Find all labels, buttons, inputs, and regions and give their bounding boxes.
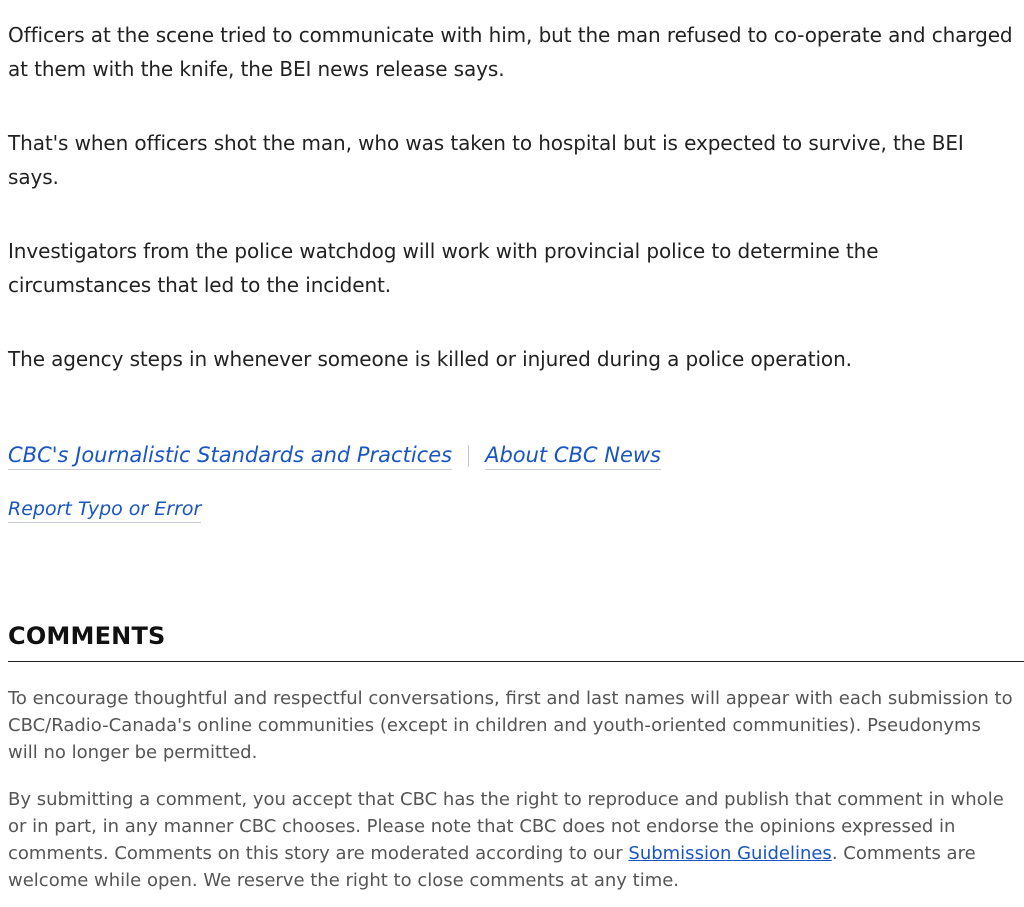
report-typo-link[interactable]: Report Typo or Error	[8, 498, 201, 523]
link-separator	[468, 445, 469, 467]
comments-divider	[8, 661, 1024, 662]
story-paragraph: Investigators from the police watchdog will work with provincial police to determine the circumstances that led to the incident.	[8, 239, 879, 297]
about-cbc-news-link[interactable]: About CBC News	[485, 443, 661, 470]
story-paragraph: Officers at the scene tried to communicate with him, but the man refused to co-operate and charged at them with the knife, the BEI news release says.	[8, 23, 1013, 81]
terms-text-start: By submitting a comment, you accept that CBC has the right to reproduce and publish that comment in whole or in part, in any manner CBC chooses. Please note that CBC does not endorse the opinions expressed in comments. Comments on this story are moderated according to our	[8, 789, 1004, 864]
comments-terms-notice	[8, 786, 1014, 894]
comments-names-notice: To encourage thoughtful and respectful conversations, first and last names will appear with each submission to CBC/Radio-Canada's online communities (except in children and youth-oriented communities). Pseudonyms will no longer be permitted.	[8, 688, 1013, 763]
story-footer-links	[8, 440, 661, 472]
story-paragraph: The agency steps in whenever someone is killed or injured during a police operation.	[8, 347, 852, 371]
comments-heading: COMMENTS	[8, 622, 166, 650]
terms-text-end: . Comments are welcome while open. We reserve the right to close comments at any time.	[8, 843, 976, 891]
journalistic-standards-link[interactable]: CBC's Journalistic Standards and Practices	[8, 443, 452, 470]
story-paragraph: That's when officers shot the man, who was taken to hospital but is expected to survive, the BEI says.	[8, 131, 964, 189]
submission-guidelines-link[interactable]: Submission Guidelines	[628, 843, 832, 864]
